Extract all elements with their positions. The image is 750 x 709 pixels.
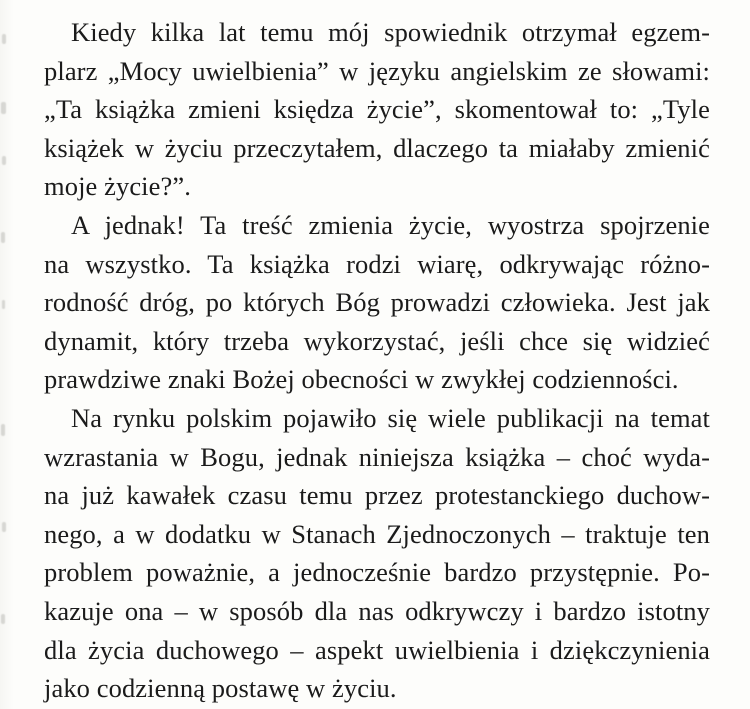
text-line: prawdziwe znaki Bożej obecności w zwykłej codzienności. — [44, 364, 679, 395]
scan-artifact-strip — [0, 0, 12, 709]
scan-artifact — [2, 300, 5, 309]
paragraph-1 — [44, 13, 710, 206]
text-line: Na rynku polskim pojawiło się wiele publikacji na temat — [71, 402, 710, 433]
text-line: plarz „Mocy uwielbienia” w języku angielskim ze słowami: — [44, 55, 710, 86]
text-line: Kiedy kilka lat temu mój spowiednik otrzymał egzem- — [71, 17, 710, 47]
text-line: problem poważnie, a jednocześnie bardzo przystępnie. Po- — [44, 557, 710, 588]
scan-artifact — [2, 34, 6, 44]
scan-artifact — [1, 232, 5, 243]
text-line: A jednak! Ta treść zmienia życie, wyostrza spojrzenie — [71, 209, 710, 240]
scan-artifact — [1, 614, 5, 624]
text-line: na już kawałek czasu temu przez protestanckiego duchow- — [44, 480, 710, 511]
scan-artifact — [1, 102, 6, 114]
text-line: rodność dróg, po których Bóg prowadzi człowieka. Jest jak — [44, 287, 710, 318]
text-line: na wszystko. Ta książka rodzi wiarę, odkrywając różno- — [44, 248, 710, 279]
text-line: wzrastania w Bogu, jednak niniejsza książka – choć wyda- — [44, 441, 710, 472]
text-block — [44, 13, 710, 708]
paragraph-3 — [44, 399, 710, 708]
text-line: moje życie?”. — [44, 171, 191, 202]
scan-artifact — [2, 522, 6, 532]
text-line: dynamit, który trzeba wykorzystać, jeśli chce się widzieć — [44, 325, 710, 356]
text-line: jako codzienną postawę w życiu. — [44, 673, 397, 704]
text-line: kazuje ona – w sposób dla nas odkrywczy i bardzo istotny — [44, 595, 710, 626]
text-line: nego, a w dodatku w Stanach Zjednoczonych – traktuje ten — [44, 518, 710, 549]
paragraph-2 — [44, 206, 710, 399]
scan-artifact — [2, 156, 6, 165]
text-line: książek w życiu przeczytałem, dlaczego ta miałaby zmienić — [44, 132, 710, 163]
scan-artifact — [1, 424, 5, 436]
text-line: dla życia duchowego – aspekt uwielbienia i dziękczynienia — [44, 634, 710, 665]
text-line: „Ta książka zmieni księdza życie”, skomentował to: „Tyle — [44, 94, 710, 125]
